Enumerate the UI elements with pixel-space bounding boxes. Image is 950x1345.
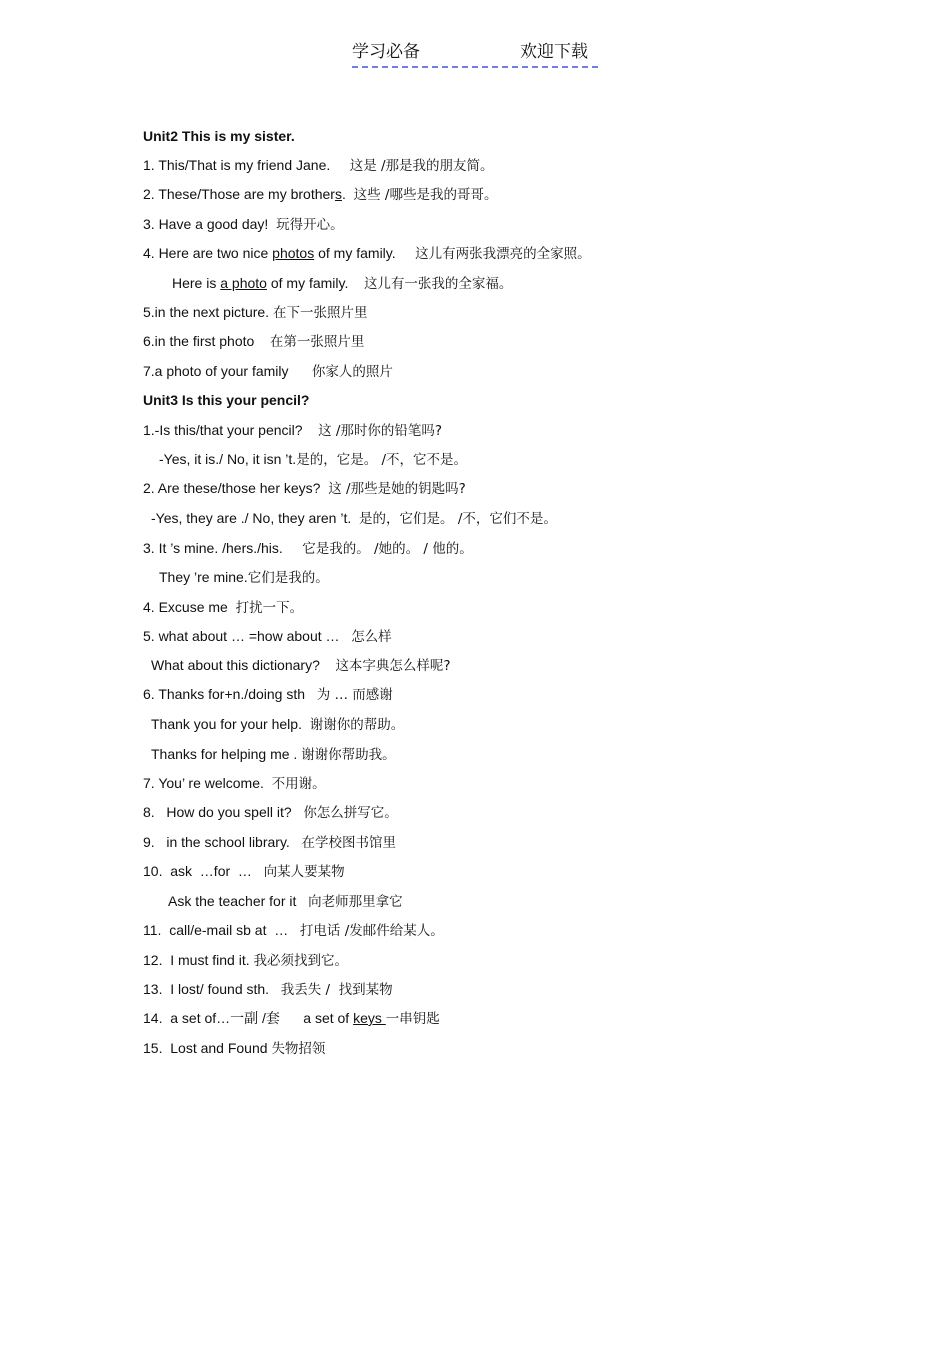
unit2-line-4: 4. Here are two nice photos of my family. 这儿有两张我漂亮的全家照。 xyxy=(143,245,591,262)
header-left-text: 学习必备 xyxy=(352,42,420,62)
unit3-line-5: 5. what about … =how about … 怎么样 xyxy=(143,628,392,645)
unit3-line-13: 13. I lost/ found sth. 我丢失 / 找到某物 xyxy=(143,981,393,998)
unit3-line-9: 9. in the school library. 在学校图书馆里 xyxy=(143,834,396,851)
header-right-text: 欢迎下载 xyxy=(520,42,588,62)
unit3-line-10b: Ask the teacher for it 向老师那里拿它 xyxy=(168,893,403,910)
unit3-line-14: 14. a set of…一副 /套 a set of keys 一串钥匙 xyxy=(143,1010,440,1027)
page-header xyxy=(352,40,598,68)
unit3-line-3: 3. It ’s mine. /hers./his. 它是我的。 /她的。 / 他的。 xyxy=(143,540,473,557)
unit2-line-6: 6.in the first photo 在第一张照片里 xyxy=(143,333,365,350)
unit2-line-5: 5.in the next picture. 在下一张照片里 xyxy=(143,304,368,321)
unit3-line-3b: They ’re mine.它们是我的。 xyxy=(159,569,329,586)
unit3-line-6c: Thanks for helping me . 谢谢你帮助我。 xyxy=(151,746,396,763)
unit3-line-1: 1.-Is this/that your pencil? 这 /那时你的铅笔吗? xyxy=(143,422,443,439)
unit3-line-6b: Thank you for your help. 谢谢你的帮助。 xyxy=(151,716,405,733)
unit3-line-10: 10. ask …for … 向某人要某物 xyxy=(143,863,345,880)
unit2-line-3: 3. Have a good day! 玩得开心。 xyxy=(143,216,344,233)
unit3-line-6: 6. Thanks for+n./doing sth 为 … 而感谢 xyxy=(143,686,393,703)
unit3-line-2: 2. Are these/those her keys? 这 /那些是她的钥匙吗? xyxy=(143,480,466,497)
unit2-line-1: 1. This/That is my friend Jane. 这是 /那是我的朋友简。 xyxy=(143,157,494,174)
unit2-heading: Unit2 This is my sister. xyxy=(143,128,295,144)
unit2-line-7: 7.a photo of your family 你家人的照片 xyxy=(143,363,393,380)
unit3-line-12: 12. I must find it. 我必须找到它。 xyxy=(143,952,348,969)
unit3-line-5b: What about this dictionary? 这本字典怎么样呢? xyxy=(151,657,451,674)
unit3-line-2b: -Yes, they are ./ No, they aren ’t. 是的，它们是。 /不，它们不是。 xyxy=(151,510,557,527)
unit3-line-1b: -Yes, it is./ No, it isn ’t.是的，它是。 /不，它不是。 xyxy=(159,451,468,468)
unit3-line-15: 15. Lost and Found 失物招领 xyxy=(143,1040,326,1057)
unit2-line-2: 2. These/Those are my brothers. 这些 /哪些是我的哥哥。 xyxy=(143,186,498,203)
unit3-line-7: 7. You’ re welcome. 不用谢。 xyxy=(143,775,326,792)
unit3-line-11: 11. call/e-mail sb at … 打电话 /发邮件给某人。 xyxy=(143,922,444,939)
unit3-line-4: 4. Excuse me 打扰一下。 xyxy=(143,599,304,616)
unit3-heading: Unit3 Is this your pencil? xyxy=(143,392,310,408)
unit2-line-4b: Here is a photo of my family. 这儿有一张我的全家福。 xyxy=(172,275,513,292)
unit3-line-8: 8. How do you spell it? 你怎么拼写它。 xyxy=(143,804,398,821)
